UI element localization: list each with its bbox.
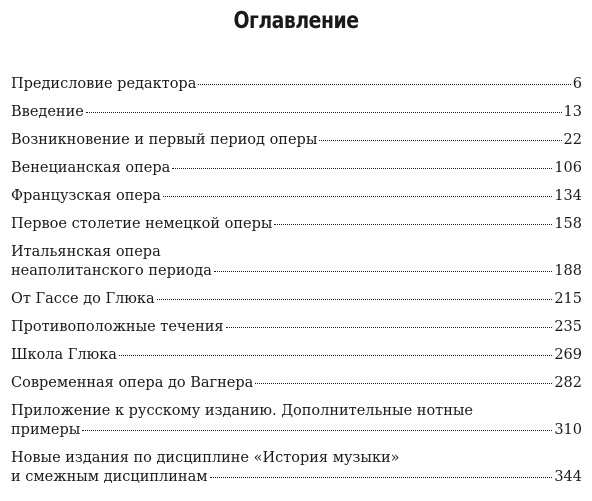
toc-entry-page: 344: [554, 469, 582, 485]
toc-entry-page: 269: [554, 347, 582, 363]
toc-entry: [11, 215, 582, 234]
toc-entry: [11, 290, 582, 309]
toc-entry: [11, 374, 582, 393]
toc-entry: [11, 243, 582, 281]
toc-entry-title-line: Новые издания по дисциплине «История музыки»: [11, 450, 400, 466]
toc-entry-title: Французская опера: [11, 188, 161, 204]
dot-leader: [119, 355, 552, 356]
toc-entry-title: Предисловие редактора: [11, 76, 197, 92]
toc-entry: [11, 75, 582, 94]
dot-leader: [172, 168, 552, 169]
dot-leader: [226, 327, 553, 328]
dot-leader: [198, 84, 570, 85]
toc-entry-page: 282: [554, 375, 582, 391]
toc-entry-title: Противоположные течения: [11, 319, 224, 335]
toc-entry-page: 106: [554, 160, 582, 176]
toc-entry: [11, 131, 582, 150]
dot-leader: [319, 140, 561, 141]
table-of-contents: [11, 75, 582, 496]
dot-leader: [274, 224, 552, 225]
dot-leader: [214, 271, 552, 272]
toc-entry-page: 158: [554, 216, 582, 232]
dot-leader: [157, 299, 553, 300]
toc-entry-page: 134: [554, 188, 582, 204]
toc-entry-title: Современная опера до Вагнера: [11, 375, 254, 391]
toc-entry-title-line: Приложение к русскому изданию. Дополнительные нотные: [11, 403, 473, 419]
toc-entry: [11, 159, 582, 178]
toc-entry-page: 215: [554, 291, 582, 307]
toc-entry-page: 188: [554, 263, 582, 279]
dot-leader: [163, 196, 552, 197]
toc-entry-title: Возникновение и первый период оперы: [11, 132, 318, 148]
toc-entry-title-line: неаполитанского периода: [11, 263, 212, 279]
dot-leader: [82, 430, 552, 431]
toc-entry: [11, 449, 582, 487]
page-title: Оглавление: [233, 8, 359, 34]
toc-entry: [11, 318, 582, 337]
toc-entry: [11, 187, 582, 206]
toc-entry: [11, 346, 582, 365]
toc-entry-page: 13: [563, 104, 582, 120]
toc-entry-title: Первое столетие немецкой оперы: [11, 216, 273, 232]
toc-entry-title: Школа Глюка: [11, 347, 117, 363]
dot-leader: [86, 112, 562, 113]
toc-entry-title-line: Итальянская опера: [11, 244, 161, 260]
toc-entry-title: От Гассе до Глюка: [11, 291, 155, 307]
toc-entry-page: 235: [554, 319, 582, 335]
toc-entry-page: 22: [563, 132, 582, 148]
toc-entry-title: Венецианская опера: [11, 160, 171, 176]
toc-entry-title: Введение: [11, 104, 84, 120]
toc-entry-title-line: примеры: [11, 422, 81, 438]
toc-entry-title-line: и смежным дисциплинам: [11, 469, 208, 485]
toc-entry-page: 310: [554, 422, 582, 438]
toc-entry: [11, 103, 582, 122]
toc-entry: [11, 402, 582, 440]
dot-leader: [255, 383, 552, 384]
toc-entry-page: 6: [572, 76, 582, 92]
dot-leader: [210, 477, 553, 478]
